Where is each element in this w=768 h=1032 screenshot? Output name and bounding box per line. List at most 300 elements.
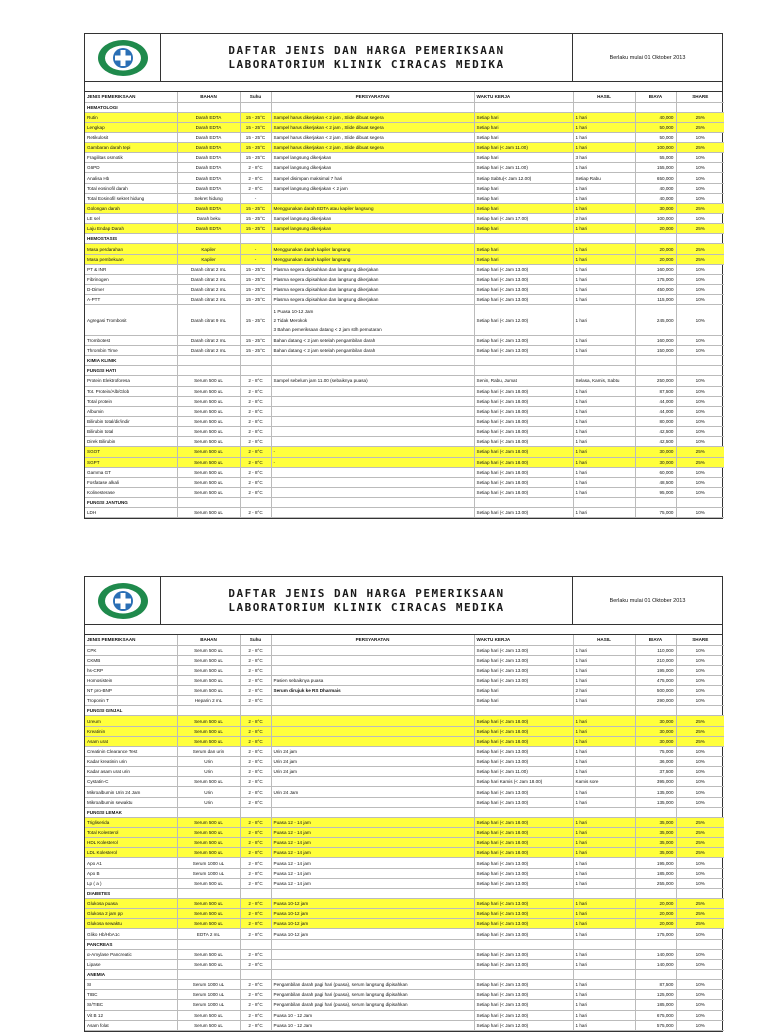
title-line-2: LABORATORIUM KLINIK CIRACAS MEDIKA	[228, 600, 505, 614]
logo-cell	[85, 577, 161, 624]
requirements	[271, 193, 474, 203]
requirements: Pasien sebaiknya puasa	[271, 675, 474, 685]
share: 25%	[676, 909, 724, 919]
table-row	[85, 1010, 724, 1020]
share: 10%	[676, 868, 724, 878]
header-spacer	[85, 625, 722, 635]
requirements	[271, 736, 474, 746]
table-row	[85, 757, 724, 767]
section-title: FUNGSI JANTUNG	[85, 498, 177, 508]
empty-cell	[177, 807, 240, 817]
work-time: Setiap hari (< Jam 12.00)	[474, 305, 573, 336]
work-time: Setiap hari (< Jam 18.00)	[474, 487, 573, 497]
specimen: Serum 500 uL	[177, 416, 240, 426]
result-time: 1 hari	[573, 787, 635, 797]
empty-cell	[474, 807, 573, 817]
specimen: Serum 500 uL	[177, 1020, 240, 1030]
price: 150,000	[635, 345, 676, 355]
temperature: 2 - 8°C	[240, 447, 271, 457]
clinic-logo-icon	[96, 581, 150, 621]
price: 40,000	[635, 112, 676, 122]
table-row	[85, 716, 724, 726]
empty-cell	[474, 234, 573, 244]
requirements: Pengambilan darah pagi hari (puasa), serum langsung dipisahkan	[271, 980, 474, 990]
price: 75,000	[635, 508, 676, 518]
exam-name: Lengkap	[85, 122, 177, 132]
share: 10%	[676, 959, 724, 969]
specimen: Darah citrat 9 mL	[177, 305, 240, 336]
result-time: 1 hari	[573, 899, 635, 909]
specimen: Heparin 2 mL	[177, 696, 240, 706]
exam-name: Kadar kreatinin urin	[85, 757, 177, 767]
share: 10%	[676, 686, 724, 696]
share: 10%	[676, 335, 724, 345]
column-header-row	[85, 92, 724, 102]
table-row	[85, 427, 724, 437]
exam-name: Tot. Protein/Alb/Glob	[85, 386, 177, 396]
price: 50,000	[635, 132, 676, 142]
requirements: Sampel harus dikerjakan < 2 jam , Slide dibuat segera	[271, 132, 474, 142]
temperature: 15 - 25°C	[240, 295, 271, 305]
price: 245,000	[635, 305, 676, 336]
result-time: 1 hari	[573, 427, 635, 437]
table-row	[85, 899, 724, 909]
temperature: 15 - 25°C	[240, 153, 271, 163]
empty-cell	[573, 970, 635, 980]
price: 35,000	[635, 817, 676, 827]
table-row	[85, 746, 724, 756]
exam-name: Kreatinin	[85, 726, 177, 736]
temperature: 15 - 25°C	[240, 335, 271, 345]
share: 10%	[676, 696, 724, 706]
temperature: 2 - 8°C	[240, 828, 271, 838]
empty-cell	[177, 356, 240, 366]
share: 10%	[676, 767, 724, 777]
empty-cell	[474, 888, 573, 898]
empty-cell	[635, 807, 676, 817]
temperature: 2 - 8°C	[240, 183, 271, 193]
result-time: 1 hari	[573, 224, 635, 234]
price: 37,500	[635, 767, 676, 777]
work-time: Setiap hari (< Jam 18.00)	[474, 848, 573, 858]
requirements: Urin 24 jam	[271, 767, 474, 777]
work-time: Setiap hari (< Jam 13.00)	[474, 295, 573, 305]
price: 290,000	[635, 696, 676, 706]
table-row	[85, 214, 724, 224]
work-time: Setiap hari	[474, 224, 573, 234]
table-row	[85, 345, 724, 355]
exam-name: Apo B	[85, 868, 177, 878]
result-time: 1 hari	[573, 858, 635, 868]
share: 10%	[676, 1010, 724, 1020]
table-row	[85, 675, 724, 685]
column-header-row	[85, 635, 724, 645]
work-time: Setiap hari	[474, 203, 573, 213]
empty-cell	[271, 807, 474, 817]
price: 475,000	[635, 675, 676, 685]
empty-cell	[240, 102, 271, 112]
result-time: 1 hari	[573, 817, 635, 827]
temperature: 2 - 8°C	[240, 929, 271, 939]
specimen: Serum 500 uL	[177, 828, 240, 838]
temperature: 15 - 25°C	[240, 122, 271, 132]
share: 25%	[676, 817, 724, 827]
price: 125,000	[635, 990, 676, 1000]
requirements: Menggunakan darah kapiler langsung	[271, 254, 474, 264]
exam-name: Bilirubin total/dir/indir	[85, 416, 177, 426]
exam-name: Total eosinofil darah	[85, 183, 177, 193]
empty-cell	[635, 356, 676, 366]
result-time: 1 hari	[573, 919, 635, 929]
price: 30,000	[635, 736, 676, 746]
work-time: Setiap hari	[474, 183, 573, 193]
requirements	[271, 406, 474, 416]
result-time: 1 hari	[573, 254, 635, 264]
specimen: Serum 1000 uL	[177, 1000, 240, 1010]
empty-cell	[474, 970, 573, 980]
share: 10%	[676, 665, 724, 675]
temperature: 2 - 8°C	[240, 858, 271, 868]
exam-name: Asam folat	[85, 1020, 177, 1030]
price: 155,000	[635, 163, 676, 173]
section-header-row	[85, 234, 724, 244]
work-time: Setiap hari	[474, 244, 573, 254]
price-table	[85, 635, 724, 1031]
requirements: Menggunakan darah kapiler langsung	[271, 244, 474, 254]
section-header-row	[85, 366, 724, 376]
work-time: Setiap Sabtu(< Jam 12.00)	[474, 173, 573, 183]
result-time: 1 hari	[573, 828, 635, 838]
work-time: Setiap hari	[474, 193, 573, 203]
requirements: Sampel langsung dikerjakan	[271, 224, 474, 234]
result-time: 1 hari	[573, 437, 635, 447]
empty-cell	[177, 102, 240, 112]
result-time: 1 hari	[573, 959, 635, 969]
share: 10%	[676, 1020, 724, 1030]
exam-name: Total Kolesterol	[85, 828, 177, 838]
share: 25%	[676, 203, 724, 213]
work-time: Setiap hari Kamis (< Jam 18.00)	[474, 777, 573, 787]
temperature: 2 - 8°C	[240, 686, 271, 696]
specimen: Darah EDTA	[177, 163, 240, 173]
empty-cell	[271, 366, 474, 376]
empty-cell	[676, 498, 724, 508]
result-time: 1 hari	[573, 767, 635, 777]
table-row	[85, 990, 724, 1000]
share: 10%	[676, 295, 724, 305]
share: 10%	[676, 487, 724, 497]
table-row	[85, 726, 724, 736]
result-time: 1 hari	[573, 416, 635, 426]
specimen: Serum 500 uL	[177, 437, 240, 447]
table-row	[85, 508, 724, 518]
price: 30,000	[635, 716, 676, 726]
temperature: 2 - 8°C	[240, 726, 271, 736]
column-header: WAKTU KERJA	[474, 635, 573, 645]
exam-name: TIBC	[85, 990, 177, 1000]
empty-cell	[177, 234, 240, 244]
sheet-title	[161, 34, 573, 81]
exam-name: Total Eosinofil sekret hidung	[85, 193, 177, 203]
empty-cell	[474, 102, 573, 112]
result-time: 1 hari	[573, 345, 635, 355]
exam-name: Mikroalbumin sewaktu	[85, 797, 177, 807]
temperature: 2 - 8°C	[240, 665, 271, 675]
work-time: Setiap hari (< Jam 18.00)	[474, 716, 573, 726]
exam-name: Glukosa sewaktu	[85, 919, 177, 929]
section-header-row	[85, 498, 724, 508]
empty-cell	[635, 234, 676, 244]
empty-cell	[474, 356, 573, 366]
table-row	[85, 848, 724, 858]
work-time: Setiap hari (< Jam 13.00)	[474, 787, 573, 797]
table-row	[85, 143, 724, 153]
work-time: Setiap hari (< Jam 13.00)	[474, 746, 573, 756]
empty-cell	[177, 970, 240, 980]
result-time: 2 hari	[573, 686, 635, 696]
table-row	[85, 655, 724, 665]
work-time: Setiap hari (< Jam 13.00)	[474, 345, 573, 355]
requirements: Puasa 12 - 14 jam	[271, 817, 474, 827]
share: 10%	[676, 777, 724, 787]
price-table	[85, 92, 724, 518]
price: 48,500	[635, 477, 676, 487]
requirements: Puasa 12 - 14 jam	[271, 848, 474, 858]
logo-cell	[85, 34, 161, 81]
share: 10%	[676, 858, 724, 868]
work-time: Setiap hari (< Jam 13.00)	[474, 285, 573, 295]
exam-name: Lp ( a )	[85, 878, 177, 888]
specimen: Serum 500 uL	[177, 487, 240, 497]
exam-name: Bilirubin total	[85, 427, 177, 437]
specimen: Darah EDTA	[177, 143, 240, 153]
price: 395,000	[635, 777, 676, 787]
temperature: 2 - 8°C	[240, 767, 271, 777]
section-title: PANCREAS	[85, 939, 177, 949]
exam-name: Vit B 12	[85, 1010, 177, 1020]
share: 10%	[676, 929, 724, 939]
empty-cell	[271, 498, 474, 508]
temperature: 2 - 8°C	[240, 777, 271, 787]
temperature: 2 - 8°C	[240, 396, 271, 406]
table-row	[85, 305, 724, 336]
exam-name: Kolinesterase	[85, 487, 177, 497]
empty-cell	[271, 970, 474, 980]
exam-name: Total protein	[85, 396, 177, 406]
requirements: Plasma segera dipisahkan dan langsung dikerjakan	[271, 264, 474, 274]
work-time: Setiap hari (< Jam 13.00)	[474, 665, 573, 675]
price: 20,000	[635, 899, 676, 909]
result-time: 1 hari	[573, 736, 635, 746]
result-time: 1 hari	[573, 797, 635, 807]
section-header-row	[85, 939, 724, 949]
specimen: Serum 500 uL	[177, 726, 240, 736]
requirements	[271, 437, 474, 447]
specimen: Darah citrat 2 mL	[177, 345, 240, 355]
exam-name: hs-CRP	[85, 665, 177, 675]
exam-name: CKMB	[85, 655, 177, 665]
result-time: 1 hari	[573, 203, 635, 213]
empty-cell	[271, 234, 474, 244]
specimen: Serum 500 uL	[177, 447, 240, 457]
share: 10%	[676, 396, 724, 406]
temperature: 2 - 8°C	[240, 1000, 271, 1010]
table-row	[85, 274, 724, 284]
share: 25%	[676, 224, 724, 234]
exam-name: Agregasi Trombosit	[85, 305, 177, 336]
section-header-row	[85, 356, 724, 366]
requirements: Sampel disimpan maksimal 7 hari	[271, 173, 474, 183]
requirements: Sampel sebelum jam 11.00 (sebaiknya puasa)	[271, 376, 474, 386]
exam-name: LE sel	[85, 214, 177, 224]
column-header: SHARE	[676, 635, 724, 645]
temperature: 15 - 25°C	[240, 224, 271, 234]
table-row	[85, 285, 724, 295]
price: 40,000	[635, 183, 676, 193]
result-time: 1 hari	[573, 274, 635, 284]
price: 210,000	[635, 655, 676, 665]
work-time: Setiap hari	[474, 132, 573, 142]
work-time: Setiap hari	[474, 153, 573, 163]
work-time: Setiap hari (< Jam 18.00)	[474, 726, 573, 736]
share: 10%	[676, 274, 724, 284]
share: 10%	[676, 467, 724, 477]
price: 575,000	[635, 1020, 676, 1030]
exam-name: Glukosa 2 jam pp	[85, 909, 177, 919]
work-time: Setiap hari (< Jam 11.00)	[474, 143, 573, 153]
price: 650,000	[635, 173, 676, 183]
result-time: 1 hari	[573, 457, 635, 467]
result-time: 1 hari	[573, 132, 635, 142]
table-row	[85, 416, 724, 426]
share: 10%	[676, 477, 724, 487]
specimen: Urin	[177, 767, 240, 777]
price: 175,000	[635, 274, 676, 284]
empty-cell	[271, 939, 474, 949]
requirements: Puasa 12 - 14 jam	[271, 858, 474, 868]
temperature: 2 - 8°C	[240, 645, 271, 655]
price: 195,000	[635, 665, 676, 675]
empty-cell	[635, 970, 676, 980]
share: 10%	[676, 949, 724, 959]
requirements	[271, 726, 474, 736]
table-row	[85, 335, 724, 345]
temperature: 2 - 8°C	[240, 746, 271, 756]
share: 10%	[676, 990, 724, 1000]
work-time: Setiap hari (< Jam 13.00)	[474, 675, 573, 685]
valid-from-date: Berlaku mulai 01 Oktober 2013	[609, 597, 686, 604]
price: 500,000	[635, 686, 676, 696]
requirements: Sampel harus dikerjakan < 2 jam , Slide dibuat segera	[271, 143, 474, 153]
table-row	[85, 929, 724, 939]
table-row	[85, 203, 724, 213]
price: 20,000	[635, 244, 676, 254]
specimen: Serum 500 uL	[177, 396, 240, 406]
specimen: Serum 500 uL	[177, 959, 240, 969]
price: 44,000	[635, 406, 676, 416]
work-time: Setiap hari (< Jam 18.00)	[474, 416, 573, 426]
share: 10%	[676, 153, 724, 163]
exam-name: Retikulosit	[85, 132, 177, 142]
requirements	[271, 665, 474, 675]
exam-name: Direk Bilirubin	[85, 437, 177, 447]
work-time: Setiap hari (< Jam 13.00)	[474, 959, 573, 969]
temperature: 2 - 8°C	[240, 848, 271, 858]
price: 50,000	[635, 122, 676, 132]
exam-name: LDL Kolesterol	[85, 848, 177, 858]
title-line-2: LABORATORIUM KLINIK CIRACAS MEDIKA	[228, 57, 505, 71]
price: 675,000	[635, 1010, 676, 1020]
price: 60,000	[635, 467, 676, 477]
temperature: 2 - 8°C	[240, 386, 271, 396]
requirements: Puasa 12 - 14 jam	[271, 878, 474, 888]
sheet-title	[161, 577, 573, 624]
empty-cell	[240, 970, 271, 980]
result-time: 1 hari	[573, 183, 635, 193]
table-row	[85, 878, 724, 888]
specimen: Darah EDTA	[177, 183, 240, 193]
price: 185,000	[635, 868, 676, 878]
table-row	[85, 949, 724, 959]
exam-name: LDH	[85, 508, 177, 518]
work-time: Setiap hari (< Jam 13.00)	[474, 858, 573, 868]
specimen: Serum 500 uL	[177, 457, 240, 467]
result-time: 1 hari	[573, 1000, 635, 1010]
specimen: Serum 1000 uL	[177, 858, 240, 868]
temperature: 2 - 8°C	[240, 173, 271, 183]
temperature: 15 - 25°C	[240, 264, 271, 274]
exam-name: Gamma GT	[85, 467, 177, 477]
price: 30,000	[635, 457, 676, 467]
price: 35,000	[635, 838, 676, 848]
specimen: Darah citrat 2 mL	[177, 335, 240, 345]
empty-cell	[635, 706, 676, 716]
result-time: 1 hari	[573, 757, 635, 767]
result-time: 1 hari	[573, 295, 635, 305]
work-time: Setiap hari (< Jam 18.00)	[474, 828, 573, 838]
price-sheet-1	[84, 33, 723, 519]
share: 25%	[676, 828, 724, 838]
result-time: 1 hari	[573, 264, 635, 274]
table-row	[85, 959, 724, 969]
specimen: Serum 500 uL	[177, 736, 240, 746]
table-row	[85, 1020, 724, 1030]
exam-name: Cystatin-C	[85, 777, 177, 787]
empty-cell	[240, 234, 271, 244]
specimen: Serum 500 uL	[177, 1010, 240, 1020]
price: 87,500	[635, 386, 676, 396]
exam-name: A-PTT	[85, 295, 177, 305]
column-header: Suhu	[240, 92, 271, 102]
specimen: Serum 500 uL	[177, 406, 240, 416]
empty-cell	[676, 102, 724, 112]
price: 175,000	[635, 929, 676, 939]
requirements	[271, 716, 474, 726]
valid-from-date: Berlaku mulai 01 Oktober 2013	[609, 54, 686, 61]
empty-cell	[177, 706, 240, 716]
result-time: 1 hari	[573, 1010, 635, 1020]
requirements: Sampel langsung dikerjakan	[271, 153, 474, 163]
share: 10%	[676, 980, 724, 990]
requirements: Sampel harus dikerjakan < 2 jam , Slide dibuat segera	[271, 122, 474, 132]
empty-cell	[676, 234, 724, 244]
section-header-row	[85, 102, 724, 112]
specimen: Kapiler	[177, 254, 240, 264]
exam-name: Apo A1	[85, 858, 177, 868]
temperature: 2 - 8°C	[240, 949, 271, 959]
specimen: Serum 500 uL	[177, 817, 240, 827]
requirements	[271, 427, 474, 437]
